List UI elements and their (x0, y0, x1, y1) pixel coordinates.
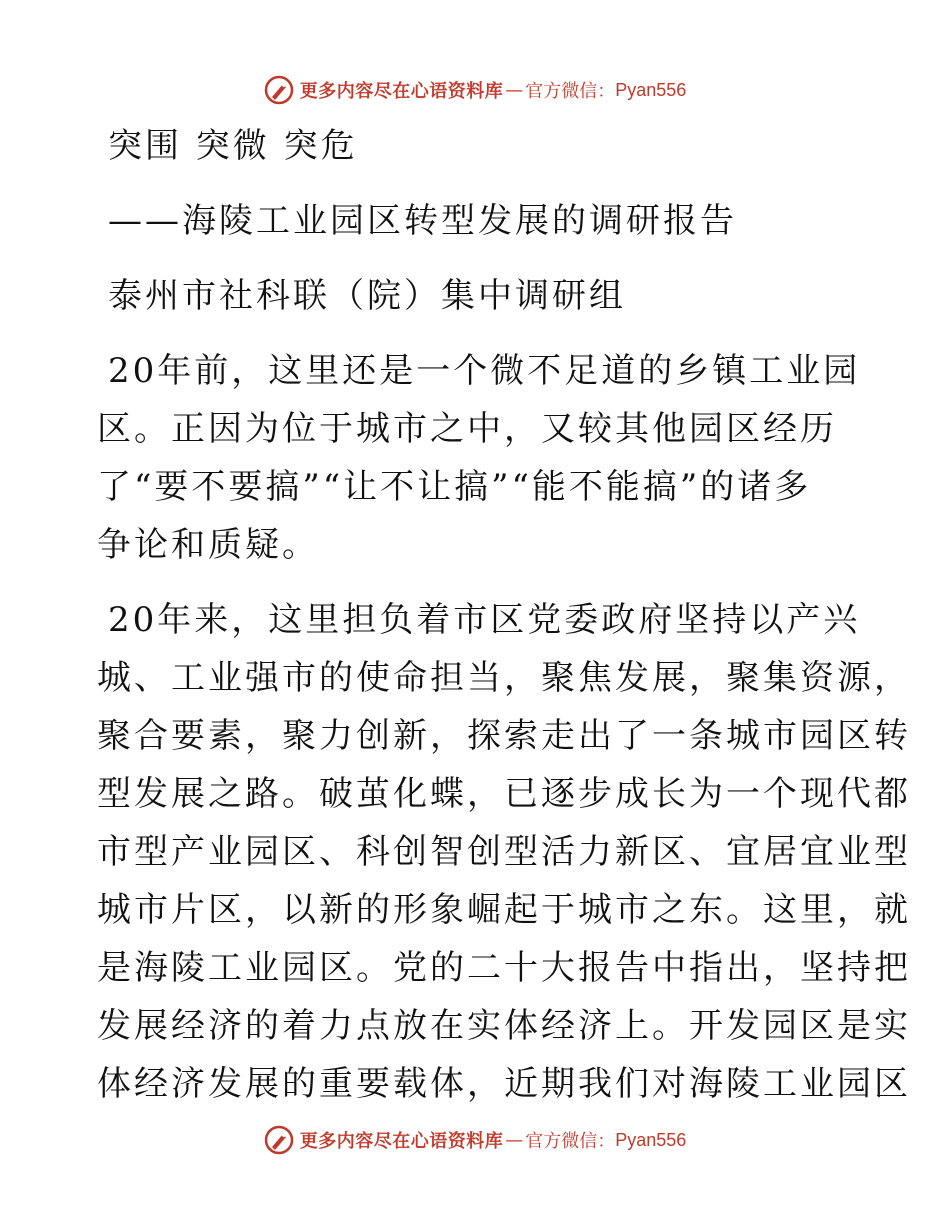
watermark-banner-bottom (0, 1120, 950, 1160)
paragraph-line: 是海陵工业园区。党的二十大报告中指出，坚持把 (97, 948, 911, 988)
document-title: 突围 突微 突危 (108, 126, 358, 166)
watermark-site-text: 更多内容尽在心语资料库 (299, 81, 504, 102)
pen-logo-icon (264, 75, 294, 105)
watermark-wechat-id: Pyan556 (615, 79, 687, 100)
document-author: 泰州市社科联（院）集中调研组 (108, 276, 626, 316)
paragraph-line: 争论和质疑。 (97, 525, 319, 565)
paragraph-line: 体经济发展的重要载体，近期我们对海陵工业园区 (97, 1064, 911, 1104)
watermark-wechat-id: Pyan556 (615, 1129, 687, 1150)
paragraph-line: 型发展之路。破茧化蝶，已逐步成长为一个现代都 (97, 774, 911, 814)
watermark-banner-top (0, 70, 950, 110)
watermark-label: 官方微信： (525, 1131, 616, 1152)
paragraph-line: 市型产业园区、科创智创型活力新区、宜居宜业型 (97, 832, 911, 872)
document-subtitle: ——海陵工业园区转型发展的调研报告 (108, 201, 737, 241)
paragraph-line: 城市片区，以新的形象崛起于城市之东。这里，就 (97, 890, 911, 930)
paragraph-line: 20年来，这里担负着市区党委政府坚持以产兴 (108, 600, 861, 640)
paragraph-line: 城、工业强市的使命担当，聚焦发展，聚集资源， (97, 658, 911, 698)
pen-logo-icon (264, 1125, 294, 1155)
paragraph-line: 聚合要素，聚力创新，探索走出了一条城市园区转 (97, 716, 911, 756)
watermark-site-text: 更多内容尽在心语资料库 (299, 1131, 504, 1152)
watermark-separator: — (505, 79, 524, 101)
watermark-label: 官方微信： (525, 81, 616, 102)
paragraph-line: 区。正因为位于城市之中，又较其他园区经历 (97, 409, 837, 449)
paragraph-line: 了“要不要搞”“让不让搞”“能不能搞”的诸多 (97, 467, 812, 507)
paragraph-line: 发展经济的着力点放在实体经济上。开发园区是实 (97, 1006, 911, 1046)
paragraph-line: 20年前，这里还是一个微不足道的乡镇工业园 (108, 351, 861, 391)
watermark-separator: — (505, 1129, 524, 1151)
